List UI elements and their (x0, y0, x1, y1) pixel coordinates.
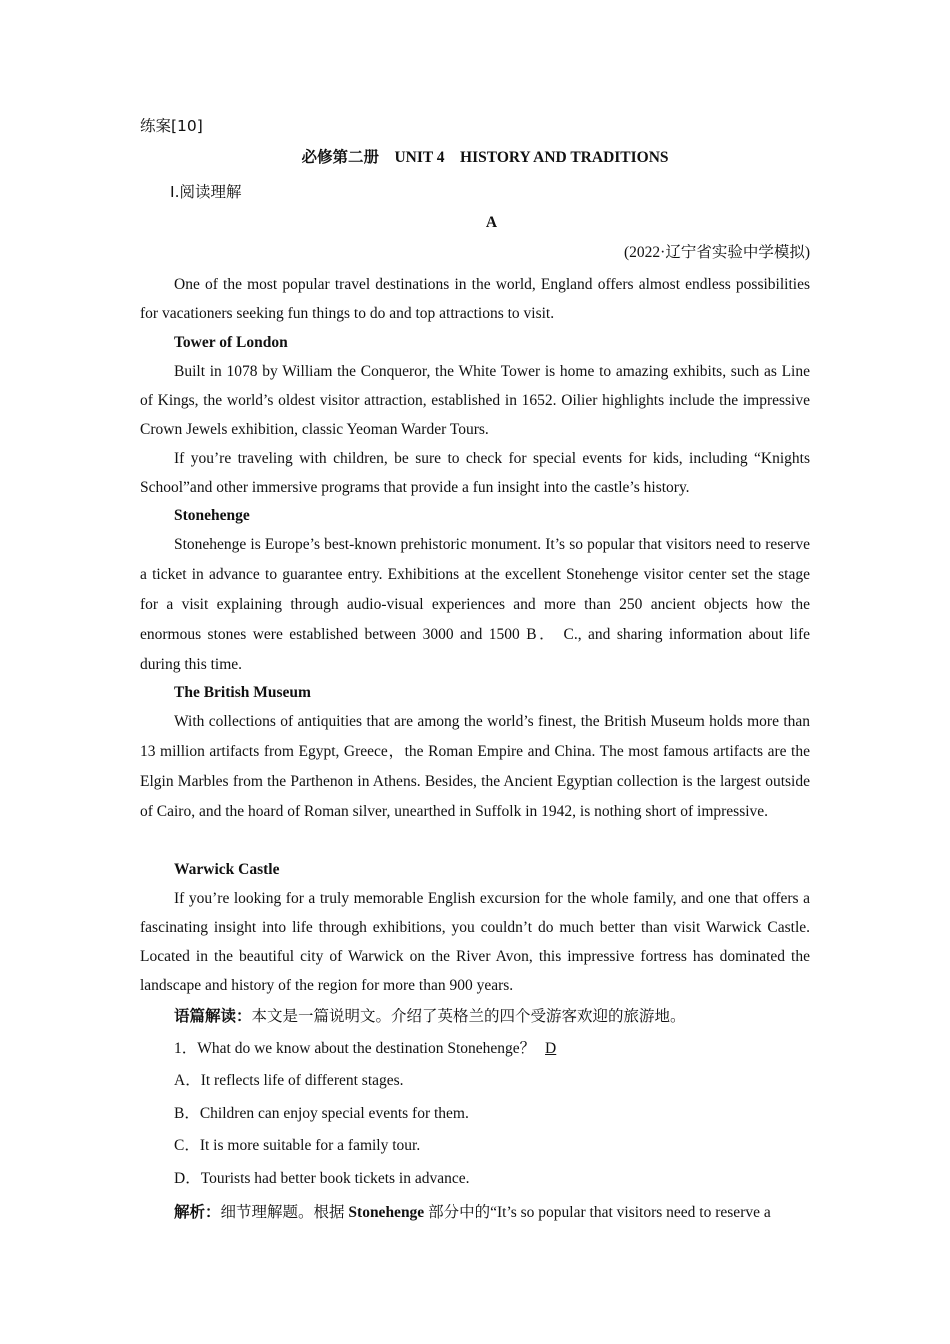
section-heading-stonehenge: Stonehenge (174, 507, 250, 524)
explanation-quote: “It’s so popular that visitors need to reserve a (490, 1204, 771, 1221)
paragraph: Stonehenge is Europe’s best-known prehistoric monument. It’s so popular that visitors need to reserve a ticket in advance to guarantee entry. Exhibitions at the excellent Stonehenge visitor center set the stage for a visit explaining through audio-visual experiences and more than 250 ancient objects how the enormous stones were established between 3000 and 1500 B． C., and sharing information about life during this time. (140, 536, 810, 673)
question-stem (140, 1039, 844, 1059)
option-b: B．Children can enjoy special events for them. (174, 1105, 469, 1122)
analysis-label: 语篇解读： (174, 1007, 252, 1025)
explanation-keyword: Stonehenge (348, 1204, 425, 1221)
paragraph: Built in 1078 by William the Conqueror, the White Tower is home to amazing exhibits, such as Line of Kings, the world’s oldest visitor attraction, established in 1652. Oilier highlights include the impressive Crown Jewels exhibition, classic Yeoman Warder Tours. (140, 363, 810, 438)
answer-blank: D (545, 1040, 557, 1057)
analysis-text: 本文是一篇说明文。介绍了英格兰的四个受游客欢迎的旅游地。 (251, 1007, 686, 1025)
paragraph: If you’re looking for a truly memorable English excursion for the whole family, and one that offers a fascinating insight into life through exhibitions, you couldn’t do much better than visit Warwick Castle. Located in the beautiful city of Warwick on the River Avon, this impressive fortress has dominated the landscape and history of the region for more than 900 years. (140, 890, 810, 994)
section-heading-warwick: Warwick Castle (174, 861, 280, 878)
section-heading-museum: The British Museum (174, 684, 311, 701)
unit-title: 必修第二册 UNIT 4 HISTORY AND TRADITIONS (301, 149, 669, 166)
section-heading-tower: Tower of London (174, 334, 288, 351)
intro-paragraph: One of the most popular travel destinations in the world, England offers almost endless possibilities for vacationers seeking fun things to do and top attractions to visit. (140, 276, 810, 322)
section-warwick-body (140, 884, 810, 1000)
option-d: D．Tourists had better book tickets in advance. (174, 1170, 470, 1187)
source-note: (2022·辽宁省实验中学模拟) (624, 244, 810, 261)
paragraph: With collections of antiquities that are among the world’s finest, the British Museum holds more than 13 million artifacts from Egypt, Greece，the Roman Empire and China. The most famous artifacts are the Elgin Marbles from the Parthenon in Athens. Besides, the Ancient Egyptian collection is the largest outside of Cairo, and the hoard of Roman silver, unearthed in Suffolk in 1942, is nothing short of impressive. (140, 713, 810, 820)
section-tower-body (140, 357, 810, 502)
passage-analysis (140, 1006, 844, 1027)
explanation-text: 细节理解题。根据 (220, 1203, 345, 1221)
section-museum-body (140, 707, 810, 827)
option-a: A．It reflects life of different stages. (174, 1072, 404, 1089)
section-label: Ⅰ.阅读理解 (170, 183, 242, 201)
question-text: 1．What do we know about the destination Stonehenge？ (174, 1040, 536, 1057)
explanation (140, 1202, 844, 1223)
passage-label: A (485, 214, 498, 231)
explanation-text-2: 部分中的 (428, 1203, 491, 1221)
exercise-number: 练案[10] (140, 117, 203, 135)
explanation-label: 解析： (174, 1203, 221, 1221)
paragraph: If you’re traveling with children, be sure to check for special events for kids, including “Knights School”and other immersive programs that provide a fun insight into the castle’s history. (140, 450, 810, 496)
passage-intro (140, 270, 810, 328)
section-stonehenge-body (140, 530, 810, 680)
option-c: C．It is more suitable for a family tour. (174, 1137, 421, 1154)
